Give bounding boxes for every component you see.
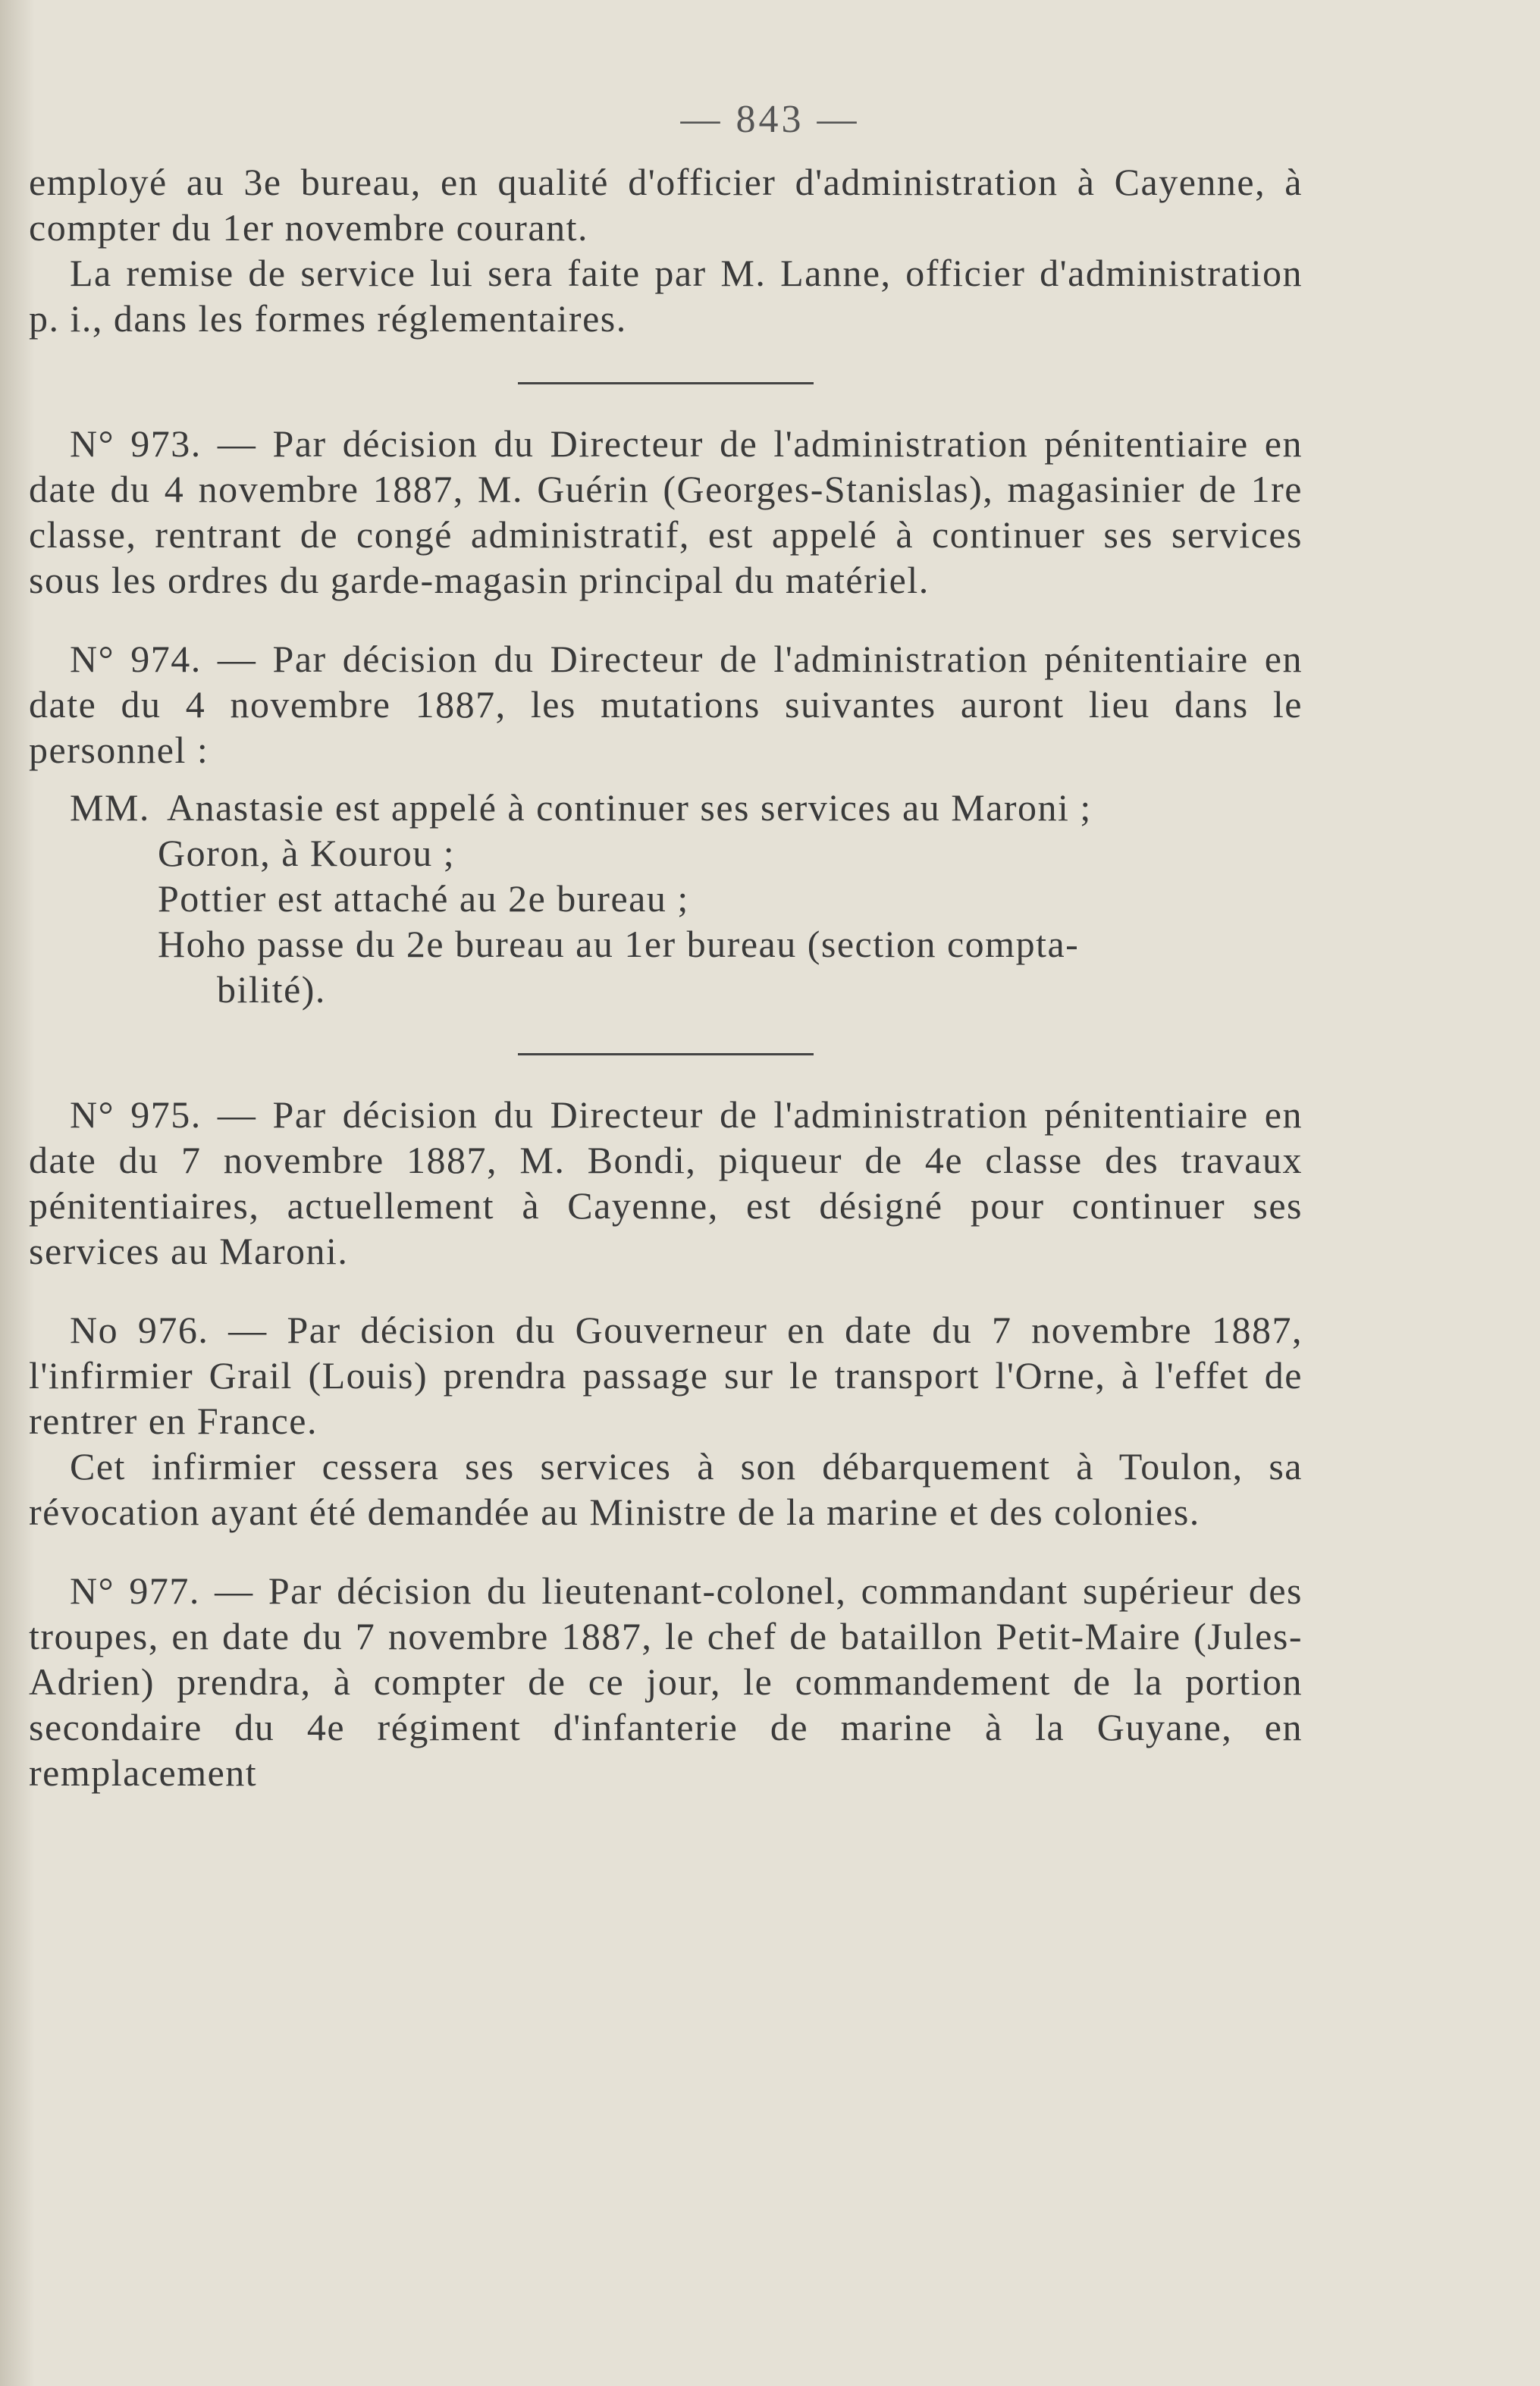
- personnel-item-pottier: Pottier est attaché au 2e bureau ;: [158, 877, 689, 920]
- entry-973: N° 973. — Par décision du Directeur de l'administration pénitentiaire en date du 4 novembre 1887, M. Guérin (Georges-Stanislas), magasinier de 1re classe, rentrant de congé administratif, est appelé à continuer ses services sous les ordres du garde-magasin principal du matériel.: [29, 422, 1303, 601]
- personnel-item-hoho: Hoho passe du 2e bureau au 1er bureau (section compta-: [158, 923, 1080, 965]
- intro-paragraph-1: employé au 3e bureau, en qualité d'officier d'administration à Cayenne, à compter du 1er novembre courant.: [29, 161, 1303, 249]
- personnel-item-hoho-cont: bilité).: [217, 968, 326, 1011]
- entry-974: N° 974. — Par décision du Directeur de l'administration pénitentiaire en date du 4 novembre 1887, les mutations suivantes auront lieu dans le personnel :: [29, 638, 1303, 771]
- paragraph-gap: [29, 1274, 1303, 1307]
- section-divider: [518, 382, 814, 384]
- entry-976-continued: Cet infirmier cessera ses services à son débarquement à Toulon, sa révocation ayant été demandée au Ministre de la marine et des colonies.: [29, 1445, 1303, 1533]
- personnel-list: [29, 785, 1303, 1012]
- personnel-list-label: MM.: [70, 786, 150, 829]
- entry-975: N° 975. — Par décision du Directeur de l'administration pénitentiaire en date du 7 novembre 1887, M. Bondi, piqueur de 4e classe des travaux pénitentiaires, actuellement à Cayenne, est désigné pour continuer ses services au Maroni.: [29, 1093, 1303, 1272]
- personnel-item-anastasie: Anastasie est appelé à continuer ses services au Maroni ;: [167, 786, 1092, 829]
- personnel-list-row: [29, 785, 1303, 830]
- page-number: — 843 —: [680, 98, 860, 141]
- section-divider: [518, 1053, 814, 1055]
- intro-paragraph-2: La remise de service lui sera faite par M. Lanne, officier d'administration p. i., dans les formes réglementaires.: [29, 252, 1303, 340]
- personnel-item-goron: Goron, à Kourou ;: [158, 832, 456, 874]
- entry-977: N° 977. — Par décision du lieutenant-colonel, commandant supérieur des troupes, en date du 7 novembre 1887, le chef de bataillon Petit-Maire (Jules-Adrien) prendra, à compter de ce jour, le commandement de la portion secondaire du 4e régiment d'infanterie de marine à la Guyane, en remplacement: [29, 1569, 1303, 1794]
- document-body: [29, 159, 1303, 1795]
- paragraph-gap: [29, 1535, 1303, 1568]
- entry-976: No 976. — Par décision du Gouverneur en date du 7 novembre 1887, l'infirmier Grail (Louis) prendra passage sur le transport l'Orne, à l'effet de rentrer en France.: [29, 1309, 1303, 1442]
- paragraph-gap: [29, 603, 1303, 636]
